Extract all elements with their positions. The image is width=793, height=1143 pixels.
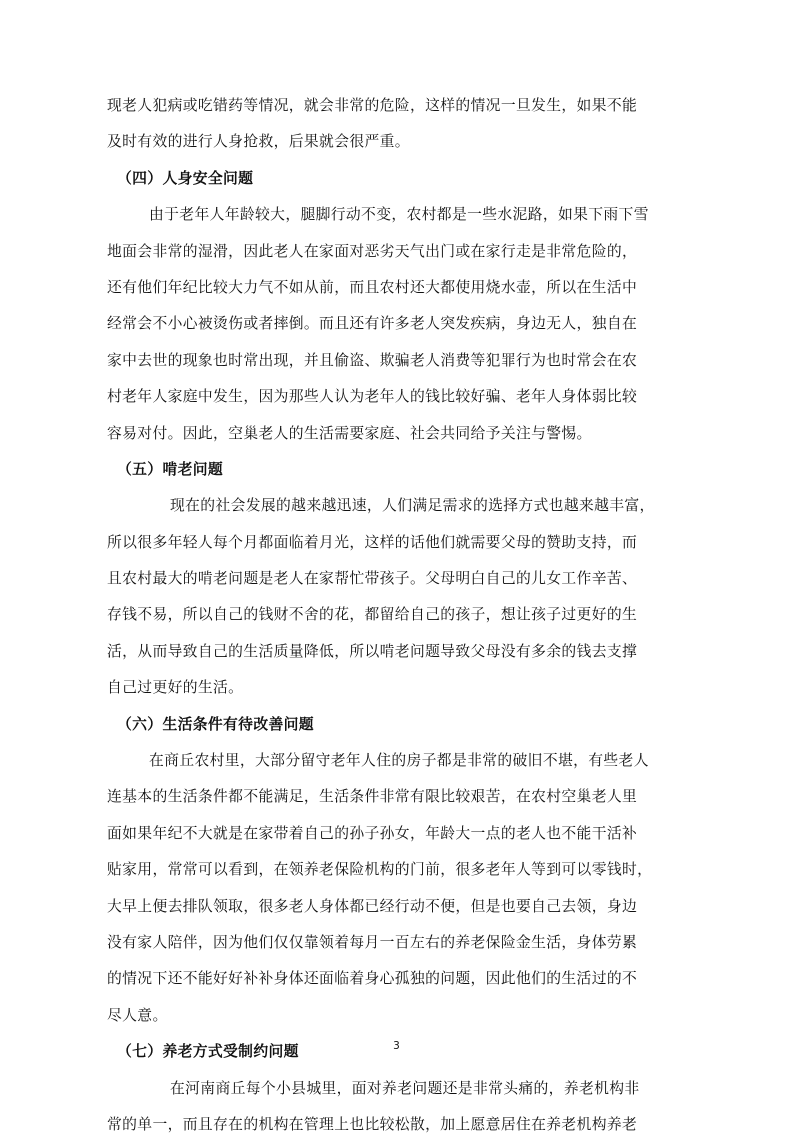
text-line: 所以很多年轻人每个月都面临着月光，这样的话他们就需要父母的赞助支持，而 xyxy=(107,533,638,551)
text-line: 自己过更好的生活。 xyxy=(107,679,244,697)
text-line: 村老年人家庭中发生，因为那些人认为老年人的钱比较好骗、老年人身体弱比较 xyxy=(107,388,638,406)
text-line: 存钱不易，所以自己的钱财不舍的花，都留给自己的孩子，想让孩子过更好的生 xyxy=(107,606,638,624)
text-line: 容易对付。因此，空巢老人的生活需要家庭、社会共同给予关注与警惕。 xyxy=(107,424,592,442)
section-heading: （七）养老方式受制约问题 xyxy=(117,1043,299,1061)
text-line: 活，从而导致自己的生活质量降低，所以啃老问题导致父母没有多余的钱去支撑 xyxy=(107,642,638,660)
text-line: 由于老年人年龄较大，腿脚行动不变，农村都是一些水泥路，如果下雨下雪 xyxy=(149,206,649,224)
text-line: 现老人犯病或吃错药等情况，就会非常的危险，这样的情况一旦发生，如果不能 xyxy=(107,97,638,114)
section-heading: （五）啃老问题 xyxy=(117,460,224,478)
text-line: 地面会非常的湿滑，因此老人在家面对恶劣天气出门或在家行走是非常危险的， xyxy=(107,242,638,260)
text-line: 现在的社会发展的越来越迅速，人们满足需求的选择方式也越来越丰富， xyxy=(170,497,655,515)
text-line: 常的单一，而且存在的机构在管理上也比较松散，加上愿意居住在养老机构养老 xyxy=(107,1115,638,1133)
page-number: 3 xyxy=(393,1040,400,1052)
document-body xyxy=(107,88,687,1143)
text-line: 大早上便去排队领取，很多老人身体都已经行动不便，但是也要自己去领，身边 xyxy=(107,897,638,915)
text-line: 贴家用，常常可以看到，在领养老保险机构的门前，很多老年人等到可以零钱时， xyxy=(107,861,653,879)
text-line: 家中去世的现象也时常出现，并且偷盗、欺骗老人消费等犯罪行为也时常会在农 xyxy=(107,351,638,369)
text-line: 连基本的生活条件都不能满足，生活条件非常有限比较艰苦，在农村空巢老人里 xyxy=(107,788,638,806)
text-line: 还有他们年纪比较大力气不如从前，而且农村还大都使用烧水壶，所以在生活中 xyxy=(107,278,638,296)
text-line: 及时有效的进行人身抢救，后果就会很严重。 xyxy=(107,133,410,151)
text-line: 在河南商丘每个小县城里，面对养老问题还是非常头痛的，养老机构非 xyxy=(170,1079,640,1097)
text-line: 且农村最大的啃老问题是老人在家帮忙带孩子。父母明白自己的儿女工作辛苦、 xyxy=(107,570,638,588)
text-line: 在商丘农村里，大部分留守老年人住的房子都是非常的破旧不堪，有些老人 xyxy=(149,752,649,770)
text-line: 尽人意。 xyxy=(107,1006,168,1024)
section-heading: （六）生活条件有待改善问题 xyxy=(117,715,314,733)
text-line: 没有家人陪伴，因为他们仅仅靠领着每月一百左右的养老保险金生活，身体劳累 xyxy=(107,933,638,951)
section-heading: （四）人身安全问题 xyxy=(117,169,254,187)
text-line: 经常会不小心被烫伤或者摔倒。而且还有许多老人突发疾病，身边无人，独自在 xyxy=(107,315,638,333)
text-line: 的情况下还不能好好补补身体还面临着身心孤独的问题，因此他们的生活过的不 xyxy=(107,970,638,988)
text-line: 面如果年纪不大就是在家带着自己的孙子孙女，年龄大一点的老人也不能干活补 xyxy=(107,824,638,842)
